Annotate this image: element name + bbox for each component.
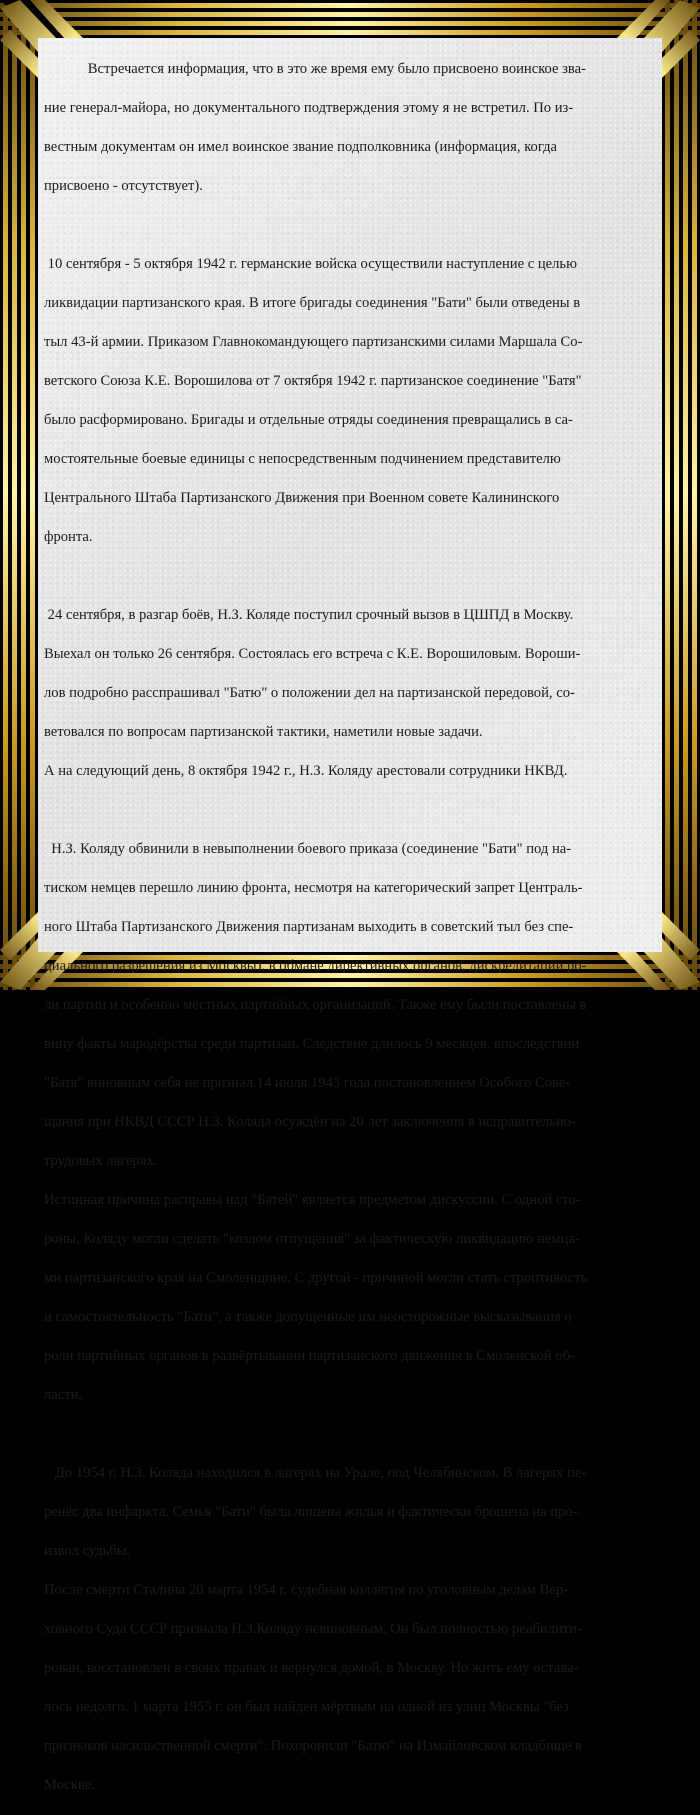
text-line: ховного Суда СССР признала Н.З.Коляду невиновным. Он был полностью реабилити- [44, 1620, 582, 1637]
text-line: ренёс два инфаркта. Семья "Бати" была лишена жилья и фактически брошена на про- [44, 1503, 578, 1520]
text-line: А на следующий день, 8 октября 1942 г., Н.З. Коляду арестовали сотрудники НКВД. [44, 762, 568, 779]
text-line: присвоено - отсутствует). [44, 177, 203, 194]
text-line: вину факты мародёрства среди партизан. Следствие длилось 9 месяцев. впоследствии [44, 1035, 580, 1052]
paragraph [44, 586, 656, 801]
text-line: тыл 43-й армии. Приказом Главнокомандующего партизанскими силами Маршала Со- [44, 333, 583, 350]
text-line: Встречается информация, что в это же время ему было присвоено воинское зва- [44, 60, 586, 77]
text-line: трудовых лагерях. [44, 1152, 158, 1169]
text-line: ли партии и особенно местных партийных организаций. Также ему были поставлены в [44, 996, 587, 1013]
text-line: и самостоятельность "Бати", а также допущенные им неосторожные высказывания о [44, 1308, 572, 1325]
paragraph [44, 235, 656, 567]
text-line: щания при НКВД СССР Н.З. Коляда осуждён на 20 лет заключения в исправительно- [44, 1113, 576, 1130]
paragraph [44, 1444, 656, 1815]
text-line: 24 сентября, в разгар боёв, Н.З. Коляде поступил срочный вызов в ЦШПД в Москву. [44, 606, 574, 623]
text-line: Выехал он только 26 сентября. Состоялась его встреча с К.Е. Ворошиловым. Вороши- [44, 645, 581, 662]
paragraph [44, 820, 656, 1425]
text-line: До 1954 г. Н.З. Коляда находился в лагерях на Урале, под Челябинском. В лагерях пе- [44, 1464, 587, 1481]
text-line: ние генерал-майора, но документального подтверждения этому я не встретил. По из- [44, 99, 574, 116]
text-line: Центрального Штаба Партизанского Движения при Военном совете Калининского [44, 489, 560, 506]
text-line: лов подробно расспрашивал "Батю" о положении дел на партизанской передовой, со- [44, 684, 575, 701]
text-line: рован, восстановлен в своих правах и вернулся домой, в Москву. Но жить ему остава- [44, 1659, 579, 1676]
text-line: 10 сентября - 5 октября 1942 г. германские войска осуществили наступление с целью [44, 255, 577, 272]
text-line: циального разрешения из Москвы), в обмане директивных органов, дискредитации ро- [44, 957, 587, 974]
text-line: Москве. [44, 1776, 95, 1793]
document-text [44, 40, 656, 1815]
text-line: признаков насильственной смерти". Похоронили "Батю" на Измайловском кладбище в [44, 1737, 583, 1754]
text-line: Истинная причина расправы над "Батей" является предметом дискуссии. С одной сто- [44, 1191, 581, 1208]
text-line: ми партизанского края на Смоленщине. С другой - причиной могли стать строптивость [44, 1269, 588, 1286]
text-line: После смерти Сталина 20 марта 1954 г. судебная коллегия по уголовным делам Вер- [44, 1581, 569, 1598]
text-line: "Батя" виновным себя не признал.14 июля 1943 года постановлением Особого Сове- [44, 1074, 571, 1091]
text-line: лось недолго. 1 марта 1955 г. он был найден мёртвым на одной из улиц Москвы "без [44, 1698, 569, 1715]
text-line: было расформировано. Бригады и отдельные отряды соединения превращались в са- [44, 411, 573, 428]
text-line: ного Штаба Партизанского Движения партизанам выходить в советский тыл без спе- [44, 918, 574, 935]
text-line: мостоятельные боевые единицы с непосредственным подчинением представителю [44, 450, 561, 467]
text-line: роны, Коляду могли сделать "козлом отпущения" за фактическую ликвидацию немца- [44, 1230, 580, 1247]
text-line: Н.З. Коляду обвинили в невыполнении боевого приказа (соединение "Бати" под на- [44, 840, 572, 857]
text-line: роли партийных органов в развёртывании партизанского движения в Смоленской об- [44, 1347, 575, 1364]
text-line: фронта. [44, 528, 93, 545]
text-line: ликвидации партизанского края. В итоге бригады соединения "Бати" были отведены в [44, 294, 581, 311]
text-line: тиском немцев перешло линию фронта, несмотря на категорический запрет Централь- [44, 879, 583, 896]
text-line: вестным документам он имел воинское звание подполковника (информация, когда [44, 138, 557, 155]
text-line: ветовался по вопросам партизанской тактики, наметили новые задачи. [44, 723, 483, 740]
text-line: ласти. [44, 1386, 83, 1403]
paragraph [44, 40, 656, 216]
text-line: извол судьбы. [44, 1542, 131, 1559]
text-line: ветского Союза К.Е. Ворошилова от 7 октября 1942 г. партизанское соединение "Батя" [44, 372, 582, 389]
